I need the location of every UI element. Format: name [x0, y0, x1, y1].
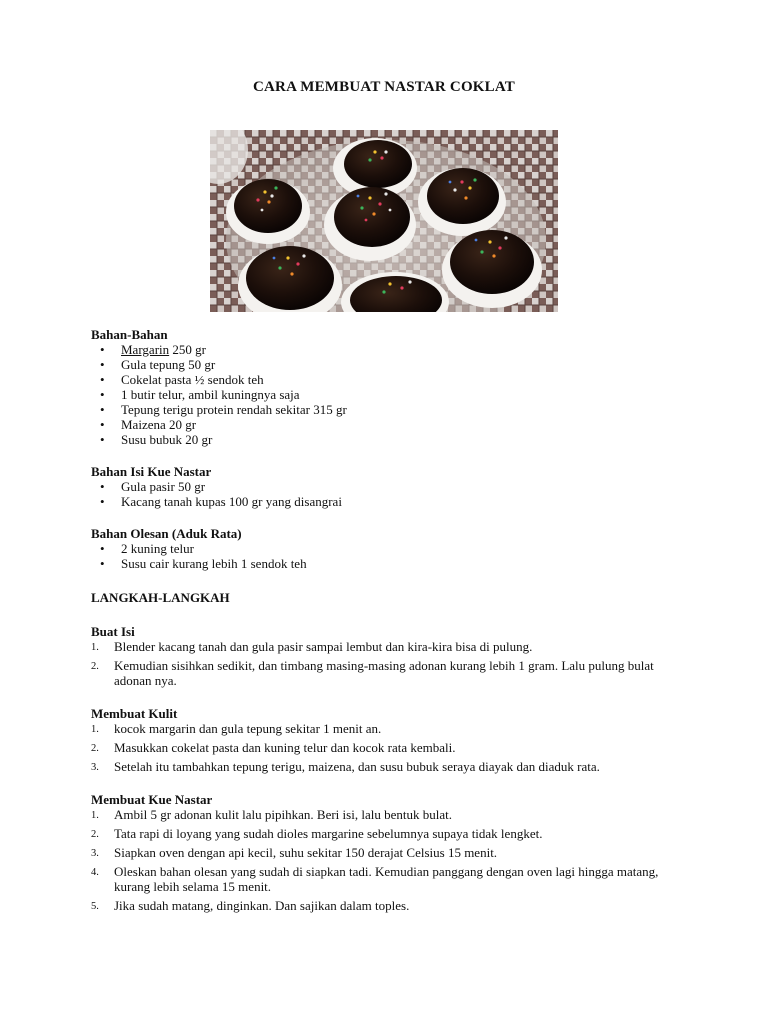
- step-item: [91, 740, 691, 755]
- list-item: [121, 357, 691, 372]
- step-number: 1.: [91, 642, 99, 653]
- step-number: 2.: [91, 743, 99, 754]
- section-heading-isi: Bahan Isi Kue Nastar: [91, 464, 212, 479]
- page-title: CARA MEMBUAT NASTAR COKLAT: [252, 79, 516, 95]
- step-text: Kemudian sisihkan sedikit, dan timbang masing-masing adonan kurang lebih 1 gram. Lalu pulung bulat adonan nya.: [114, 658, 654, 688]
- step-text: Ambil 5 gr adonan kulit lalu pipihkan. Beri isi, lalu bentuk bulat.: [114, 807, 452, 822]
- step-item: [91, 864, 691, 894]
- step-item: [91, 639, 691, 654]
- step-number: 4.: [91, 867, 99, 878]
- step-text: Setelah itu tambahkan tepung terigu, maizena, dan susu bubuk seraya diayak dan diaduk rata.: [114, 759, 600, 774]
- section-heading-kulit: Membuat Kulit: [91, 706, 178, 721]
- list-item: [121, 342, 691, 357]
- step-item: [91, 845, 691, 860]
- isi-list: [91, 479, 691, 509]
- step-number: 2.: [91, 661, 99, 672]
- list-item: [121, 432, 691, 447]
- step-number: 5.: [91, 901, 99, 912]
- step-number: 3.: [91, 848, 99, 859]
- list-item-text: 1 butir telur, ambil kuningnya saja: [121, 387, 300, 402]
- olesan-list: [91, 541, 691, 571]
- list-item-text: Susu bubuk 20 gr: [121, 432, 213, 447]
- kue-steps: [91, 807, 691, 913]
- step-text: Masukkan cokelat pasta dan kuning telur dan kocok rata kembali.: [114, 740, 456, 755]
- list-item-text: Cokelat pasta ½ sendok teh: [121, 372, 264, 387]
- step-text: kocok margarin dan gula tepung sekitar 1 menit an.: [114, 721, 382, 736]
- section-heading-kue: Membuat Kue Nastar: [91, 792, 213, 807]
- list-item: [121, 402, 691, 417]
- step-number: 1.: [91, 724, 99, 735]
- step-item: [91, 898, 691, 913]
- list-item-text: Maizena 20 gr: [121, 417, 197, 432]
- step-number: 2.: [91, 829, 99, 840]
- list-item: • Gula pasir 50 gr: [121, 479, 691, 494]
- section-heading-langkah: LANGKAH-LANGKAH: [91, 590, 230, 605]
- section-heading-olesan: Bahan Olesan (Aduk Rata): [91, 526, 242, 541]
- step-number: 3.: [91, 762, 99, 773]
- step-item: [91, 721, 691, 736]
- list-item: [121, 417, 691, 432]
- step-text: Oleskan bahan olesan yang sudah di siapkan tadi. Kemudian panggang dengan oven lagi hingga matang, kurang lebih selama 15 menit.: [114, 864, 659, 894]
- kulit-steps: [91, 721, 691, 774]
- list-item: • 2 kuning telur: [121, 541, 691, 556]
- buat-isi-steps: [91, 639, 691, 688]
- list-item-text: Gula tepung 50 gr: [121, 357, 216, 372]
- list-item-text: Tepung terigu protein rendah sekitar 315 gr: [121, 402, 347, 417]
- list-item-text: 250 gr: [169, 342, 206, 357]
- list-item: • Susu cair kurang lebih 1 sendok teh: [121, 556, 691, 571]
- step-text: Siapkan oven dengan api kecil, suhu sekitar 150 derajat Celsius 15 menit.: [114, 845, 498, 860]
- list-item: • Kacang tanah kupas 100 gr yang disangrai: [121, 494, 691, 509]
- recipe-body: [91, 327, 691, 917]
- nastar-cookies-photo: [210, 130, 558, 312]
- section-heading-bahan: Bahan-Bahan: [91, 327, 168, 342]
- list-item: [121, 372, 691, 387]
- section-heading-buat-isi: Buat Isi: [91, 624, 135, 639]
- list-item: [121, 387, 691, 402]
- step-text: Jika sudah matang, dinginkan. Dan sajikan dalam toples.: [114, 898, 410, 913]
- step-item: [91, 658, 691, 688]
- step-text: Tata rapi di loyang yang sudah dioles margarine sebelumnya supaya tidak lengket.: [114, 826, 543, 841]
- step-item: [91, 759, 691, 774]
- step-item: [91, 807, 691, 822]
- step-item: [91, 826, 691, 841]
- bahan-list: [91, 342, 691, 447]
- step-text: Blender kacang tanah dan gula pasir sampai lembut dan kira-kira bisa di pulung.: [114, 639, 533, 654]
- step-number: 1.: [91, 810, 99, 821]
- ingredient-link[interactable]: Margarin: [121, 342, 170, 357]
